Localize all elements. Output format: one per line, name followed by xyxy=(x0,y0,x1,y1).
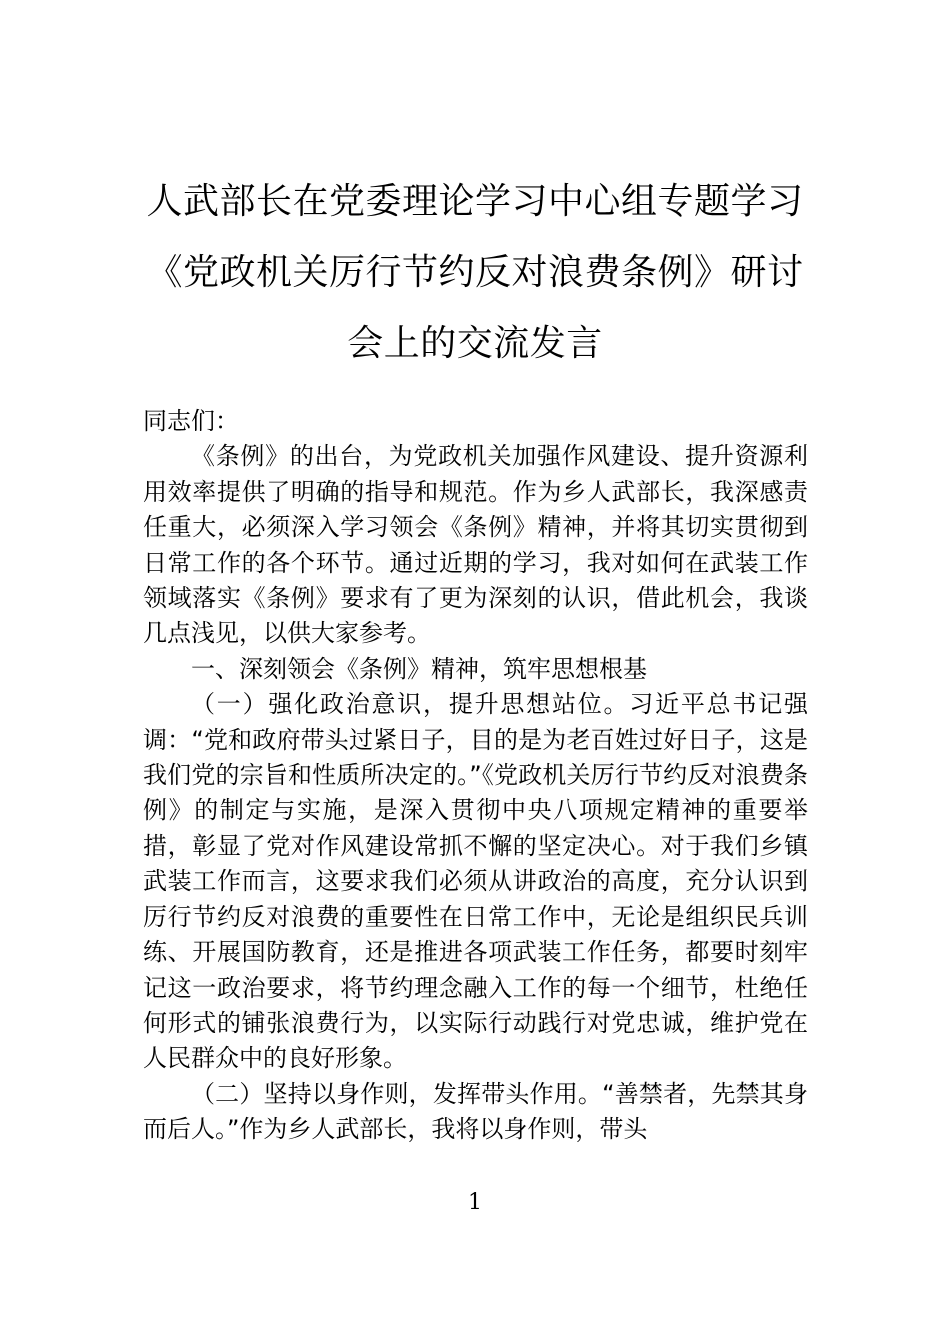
title-line-2: 《党政机关厉行节约反对浪费条例》研讨 xyxy=(146,252,804,293)
paragraph-subsection-2: （二）坚持以身作则，发挥带头作用。“善禁者，先禁其身而后人。”作为乡人武部长，我将以身作则，带头 xyxy=(143,1079,808,1144)
paragraph-intro: 《条例》的出台，为党政机关加强作风建设、提升资源利用效率提供了明确的指导和规范。作为乡人武部长，我深感责任重大，必须深入学习领会《条例》精神，并将其切实贯彻到日常工作的各个环节。通过近期的学习，我对如何在武装工作领域落实《条例》要求有了更为深刻的认识，借此机会，我谈几点浅见，以供大家参考。 xyxy=(143,442,808,648)
section-heading-1: 一、深刻领会《条例》精神，筑牢思想根基 xyxy=(191,654,647,683)
paragraph-subsection-1: （一）强化政治意识，提升思想站位。习近平总书记强调：“党和政府带头过紧日子，目的是为老百姓过好日子，这是我们党的宗旨和性质所决定的。”《党政机关厉行节约反对浪费条例》的制定与实施，是深入贯彻中央八项规定精神的重要举措，彰显了党对作风建设常抓不懈的坚定决心。对于我们乡镇武装工作而言，这要求我们必须从讲政治的高度，充分认识到厉行节约反对浪费的重要性在日常工作中，无论是组织民兵训练、开展国防教育，还是推进各项武装工作任务，都要时刻牢记这一政治要求，将节约理念融入工作的每一个细节，杜绝任何形式的铺张浪费行为，以实际行动践行对党忠诚，维护党在人民群众中的良好形象。 xyxy=(143,690,808,1073)
document-body xyxy=(143,404,808,1148)
title-line-3: 会上的交流发言 xyxy=(347,323,603,364)
salutation: 同志们： xyxy=(143,407,239,435)
title-line-1: 人武部长在党委理论学习中心组专题学习 xyxy=(146,181,804,222)
document-title xyxy=(130,166,820,379)
page-number: 1 xyxy=(468,1190,482,1215)
